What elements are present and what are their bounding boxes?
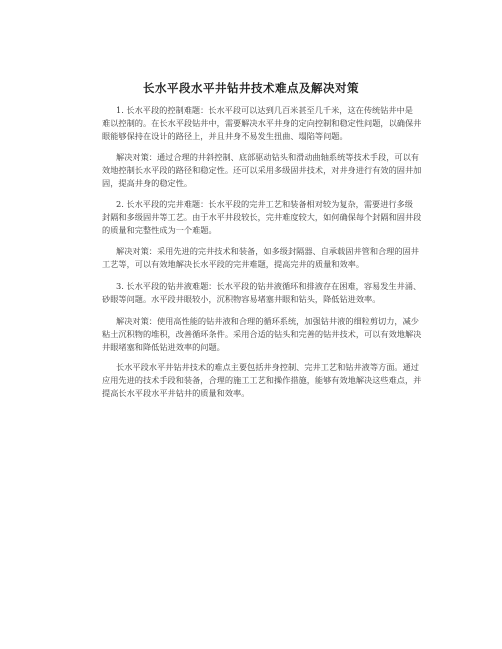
paragraph-completion-problem bbox=[102, 198, 421, 237]
document-title: 长水平段水平井钻井技术难点及解决对策 bbox=[143, 81, 359, 95]
paragraph-line: 的质量和完整性成为一个难题。 bbox=[102, 225, 217, 235]
paragraph-line: 3. 长水平段的钻井液难题：长水平段的钻井液循环和排液存在困难，容易发生井涌、 bbox=[116, 281, 422, 291]
paragraph-line: 井眼堵塞和降低钻进效率的问题。 bbox=[102, 342, 225, 352]
paragraph-line: 解决对策：通过合理的井斜控制、底部驱动钻头和滑动曲轴系统等技术手段，可以有 bbox=[116, 152, 419, 162]
paragraph-line: 1. 长水平段的控制难题：长水平段可以达到几百米甚至几千米，这在传统钻井中是 bbox=[116, 105, 413, 115]
paragraph-line: 2. 长水平段的完井难题：长水平段的完井工艺和装备相对较为复杂，需要进行多级 bbox=[116, 199, 413, 209]
paragraph-completion-solution bbox=[102, 245, 419, 271]
paragraph-line: 封隔和多级固井等工艺。由于水平井段较长，完井难度较大，如何确保每个封隔和固井段 bbox=[102, 212, 422, 222]
paragraph-line: 应用先进的技术手段和装备，合理的施工工艺和操作措施，能够有效地解决这些难点，并 bbox=[102, 375, 422, 385]
paragraph-control-problem bbox=[102, 104, 421, 143]
paragraph-line: 长水平段水平井钻井技术的难点主要包括井身控制、完井工艺和钻井液等方面。通过 bbox=[116, 362, 419, 372]
paragraph-line: 粘土沉积物的堆积，改善循环条件。采用合适的钻头和完善的钻井技术，可以有效地解决 bbox=[102, 329, 422, 339]
paragraph-fluid-solution bbox=[102, 315, 421, 354]
paragraph-line: 砂眼等问题。水平段井眼较小，沉积物容易堵塞井眼和钻头，降低钻进效率。 bbox=[102, 294, 381, 304]
paragraph-line: 固，提高井身的稳定性。 bbox=[102, 178, 193, 188]
paragraph-summary bbox=[102, 361, 421, 400]
paragraph-line: 解决对策：采用先进的完井技术和装备，如多级封隔器、自承载固井管和合理的固井 bbox=[116, 246, 419, 256]
paragraph-line: 眼能够保持在设计的路径上，并且井身不易发生扭曲、塌陷等问题。 bbox=[102, 131, 348, 141]
paragraph-line: 解决对策：使用高性能的钻井液和合理的循环系统，加强钻井液的细粒剪切力，减少 bbox=[116, 316, 419, 326]
paragraph-line: 工艺等，可以有效地解决长水平段的完井难题，提高完井的质量和效率。 bbox=[102, 259, 365, 269]
paragraph-line: 难以控制的。在长水平段钻井中，需要解决水平井身的定向控制和稳定性问题，以确保井 bbox=[102, 118, 422, 128]
paragraph-fluid-problem bbox=[102, 280, 421, 306]
paragraph-line: 效地控制长水平段的路径和稳定性。还可以采用多级固井技术，对井身进行有效的固井加 bbox=[102, 165, 422, 175]
paragraph-line: 提高长水平段水平井钻井的质量和效率。 bbox=[102, 388, 250, 398]
paragraph-control-solution bbox=[102, 151, 421, 190]
